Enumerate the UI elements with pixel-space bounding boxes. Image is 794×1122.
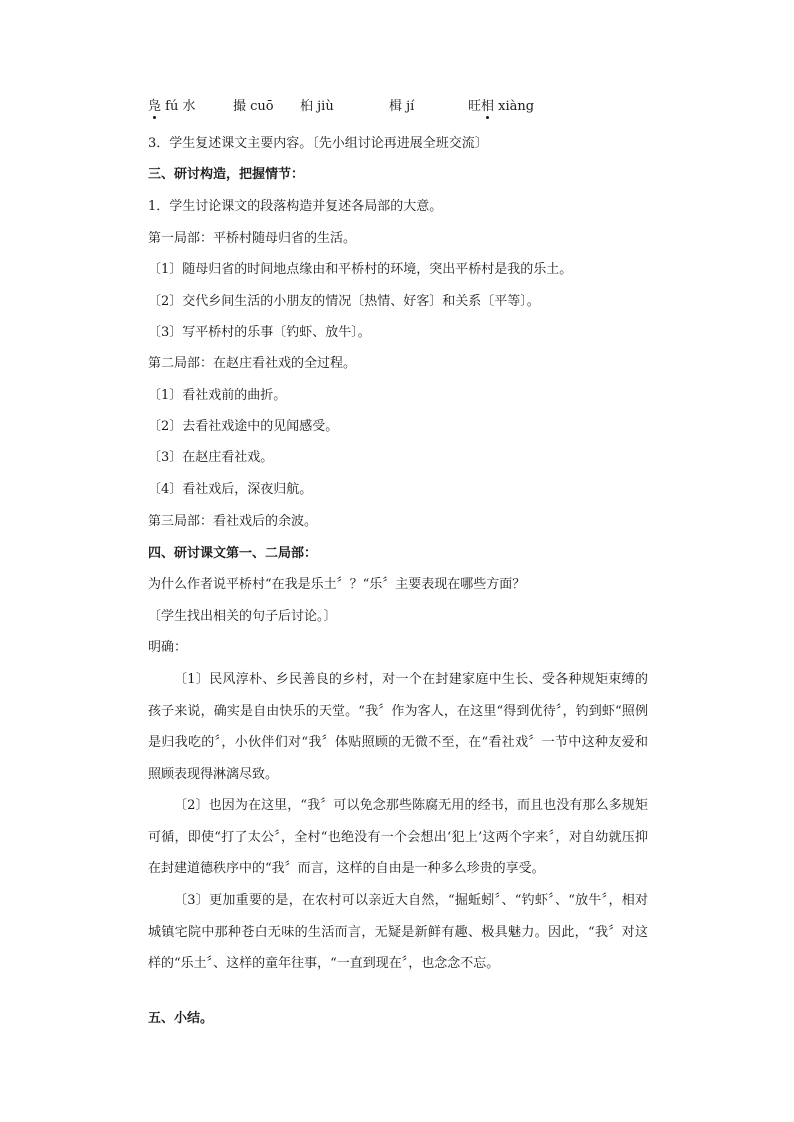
question-line: 为什么作者说平桥村“在我是乐土〞？“乐〞主要表现在哪些方面？	[148, 577, 526, 592]
section-heading-5: 五、小结。	[148, 1011, 214, 1026]
part-2-title: 第二局部：在赵庄看社戏的全过程。	[148, 356, 357, 371]
section-heading-4: 四、研讨课文第一、二局部：	[148, 546, 318, 561]
answer-paragraph-2: 〔2〕也因为在这里，“我〞可以免念那些陈腐无用的经书，而且也没有那么多规矩可循，即使“打了太公〞，全村“也绝没有一个会想出‘犯上’这两个字来〞，对自幼就压抑在封建道德秩序中的“我〞而言，这样的自由是一种多么珍贵的享受。	[148, 798, 648, 876]
pinyin-item-jiu: 桕 jiù	[300, 99, 334, 114]
step-3-line: 3．学生复述课文主要内容。〔先小组讨论再进展全班交流〕	[148, 136, 488, 151]
section-3-item-1: 1．学生讨论课文的段落构造并复述各局部的大意。	[148, 199, 443, 214]
part-2-item: 〔2〕去看社戏途中的见闻感受。	[148, 419, 339, 434]
part-3-title: 第三局部：看社戏后的余波。	[148, 514, 318, 529]
part-1-item: 〔3〕写平桥村的乐事〔钓虾、放牛〕。	[148, 325, 371, 340]
part-2-item: 〔4〕看社戏后，深夜归航。	[148, 482, 313, 497]
pinyin-item-ji: 楫 jí	[389, 99, 415, 114]
section-heading-3: 三、研讨构造，把握情节：	[148, 167, 305, 182]
part-2-item: 〔3〕在赵庄看社戏。	[148, 450, 274, 465]
note-line: 〔学生找出相关的句子后讨论。〕	[148, 609, 337, 624]
part-2-item: 〔1〕看社戏前的曲折。	[148, 388, 287, 403]
pinyin-item-xiang: 旺相 xiàng	[468, 99, 535, 114]
pinyin-item-cuo: 撮 cuō	[233, 99, 274, 114]
dotted-char: 凫	[148, 99, 162, 114]
answer-paragraph-1: 〔1〕民风淳朴、乡民善良的乡村，对一个在封建家庭中生长、受各种规矩束缚的孩子来说，确实是自由快乐的天堂。“我〞作为客人，在这里“得到优待〞，钓到虾“照例是归我吃的〞，小伙伴们对“我〞体贴照顾的无微不至，在“看社戏〞一节中这种友爱和照顾表现得淋漓尽致。	[148, 672, 648, 782]
answer-label: 明确：	[148, 640, 188, 655]
pinyin-item-fu: 凫 fú 水	[148, 99, 196, 114]
dotted-char: 相	[481, 99, 495, 114]
part-1-item: 〔2〕交代乡间生活的小朋友的情况〔热情、好客〕和关系〔平等〕。	[148, 294, 540, 309]
part-1-title: 第一局部：平桥村随母归省的生活。	[148, 231, 357, 246]
part-1-item: 〔1〕随母归省的时间地点缘由和平桥村的环境，突出平桥村是我的乐土。	[148, 262, 573, 277]
answer-paragraph-3: 〔3〕更加重要的是，在农村可以亲近大自然，“掘蚯蚓〞、“钓虾〞、“放牛〞，相对城镇宅院中那种苍白无味的生活而言，无疑是新鲜有趣、极具魅力。因此，“我〞对这样的“乐土〞、这样的童年往事，“一直到现在〞，也念念不忘。	[148, 893, 648, 971]
